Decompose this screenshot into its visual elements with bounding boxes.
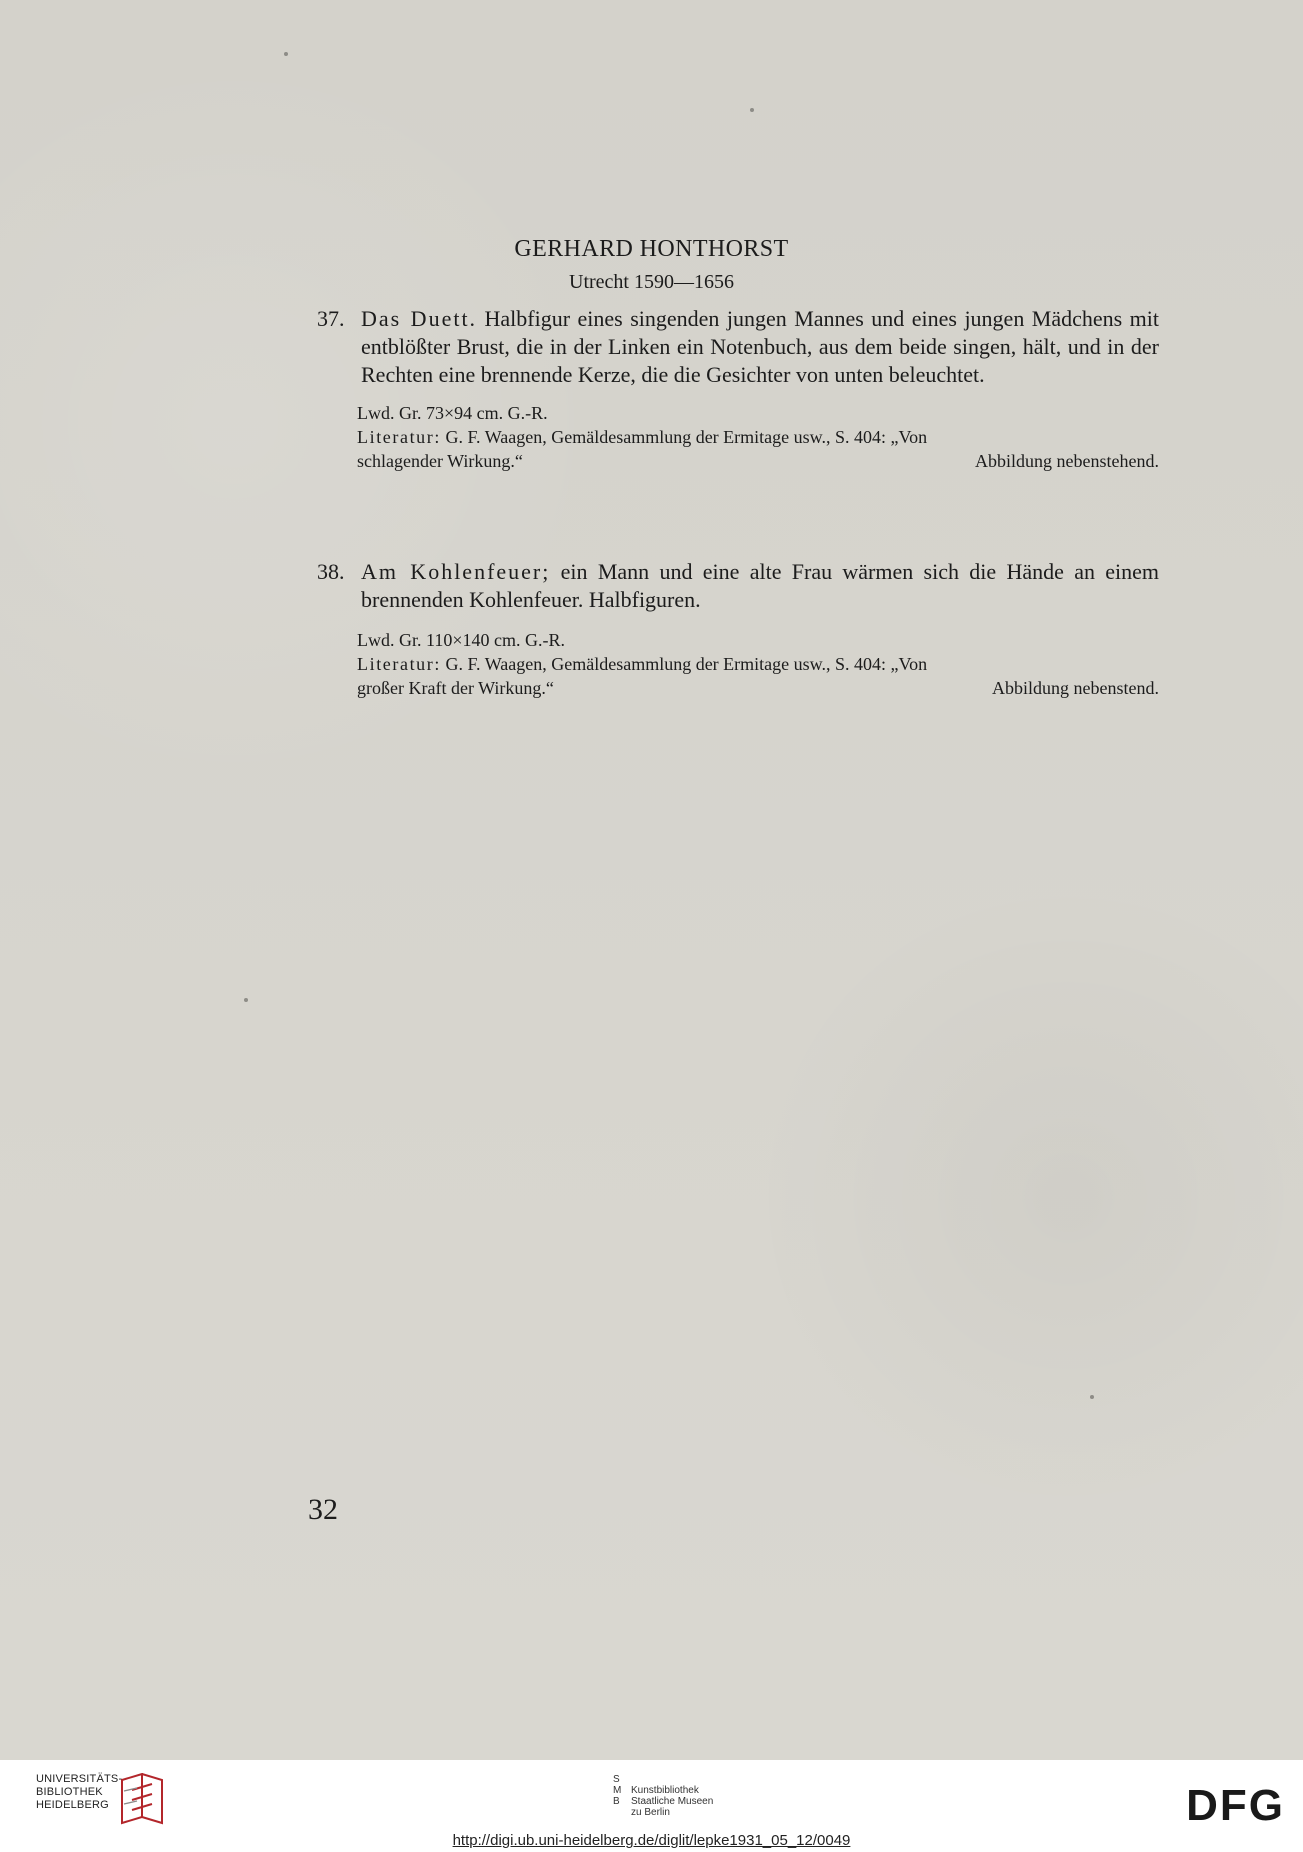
paper-speck xyxy=(750,108,754,112)
illustration-note: Abbildung nebenstend. xyxy=(992,678,1159,698)
smb-text-line: Staatliche Museen xyxy=(631,1796,714,1807)
smb-institution-text xyxy=(631,1785,713,1818)
entry-title: Das Duett. xyxy=(361,306,478,331)
literature-text-line2: großer Kraft der Wirkung.“ xyxy=(357,678,554,698)
paper-speck xyxy=(1090,1395,1094,1399)
library-name-line: UNIVERSITÄTS- xyxy=(36,1773,123,1785)
entry-38-description-block xyxy=(317,558,1159,614)
heidelberg-university-library-icon xyxy=(120,1773,164,1825)
library-name-line: HEIDELBERG xyxy=(36,1799,109,1811)
literature-text-line1: G. F. Waagen, Gemäldesammlung der Ermitage usw., S. 404: „Von xyxy=(445,427,928,447)
paper-speck xyxy=(284,52,288,56)
paper-speck xyxy=(244,998,248,1002)
artist-heading: GERHARD HONTHORST xyxy=(514,236,789,262)
smb-letters xyxy=(613,1774,627,1807)
technical-info: Lwd. Gr. 110×140 cm. G.-R. xyxy=(357,630,565,650)
dfg-logo: DFG xyxy=(1186,1781,1285,1830)
literature-text-line1: G. F. Waagen, Gemäldesammlung der Ermitage usw., S. 404: „Von xyxy=(445,654,928,674)
entry-37-description-block xyxy=(317,305,1159,389)
literature-line xyxy=(357,652,1159,676)
smb-letter: B xyxy=(613,1796,620,1807)
entry-title: Am Kohlenfeuer; xyxy=(361,559,551,584)
entry-description: Halbfigur eines singenden jungen Mannes und eines jungen Mädchens mit entblößter Brust, die in der Linken ein Notenbuch, aus dem beide singen, hält, und in der Rechten eine brennende Kerze, die die Gesichter von unten beleuchtet. xyxy=(361,306,1159,387)
literature-line xyxy=(357,425,1159,449)
entry-number: 37. xyxy=(317,306,345,331)
literature-label: Literatur: xyxy=(357,654,441,674)
entry-number: 38. xyxy=(317,559,345,584)
literature-last-line xyxy=(357,676,1159,700)
university-library-logo xyxy=(36,1773,166,1825)
library-name xyxy=(36,1773,122,1812)
illustration-note: Abbildung nebenstehend. xyxy=(975,451,1159,471)
smb-kunstbibliothek-logo xyxy=(613,1774,783,1824)
smb-text-line: Kunstbibliothek xyxy=(631,1785,699,1796)
library-name-line: BIBLIOTHEK xyxy=(36,1786,103,1798)
entry-37-metadata xyxy=(317,401,1159,473)
technical-info: Lwd. Gr. 73×94 cm. G.-R. xyxy=(357,403,548,423)
entry-description: ein Mann und eine alte Frau wärmen sich die Hände an einem brennenden Kohlenfeuer. Halbfiguren. xyxy=(361,559,1160,612)
source-url-link[interactable]: http://digi.ub.uni-heidelberg.de/diglit/lepke1931_05_12/0049 xyxy=(452,1832,851,1849)
catalog-entry-37 xyxy=(317,305,1159,473)
catalog-entry-38 xyxy=(317,558,1159,700)
smb-letter: S xyxy=(613,1774,620,1785)
literature-last-line xyxy=(357,449,1159,473)
entry-38-metadata xyxy=(317,628,1159,700)
literature-text-line2: schlagender Wirkung.“ xyxy=(357,451,523,471)
literature-label: Literatur: xyxy=(357,427,441,447)
page-number: 32 xyxy=(308,1493,338,1526)
artist-dates: Utrecht 1590—1656 xyxy=(569,271,734,293)
smb-text-line: zu Berlin xyxy=(631,1807,670,1818)
digitization-footer xyxy=(0,1760,1303,1852)
smb-letter: M xyxy=(613,1785,622,1796)
